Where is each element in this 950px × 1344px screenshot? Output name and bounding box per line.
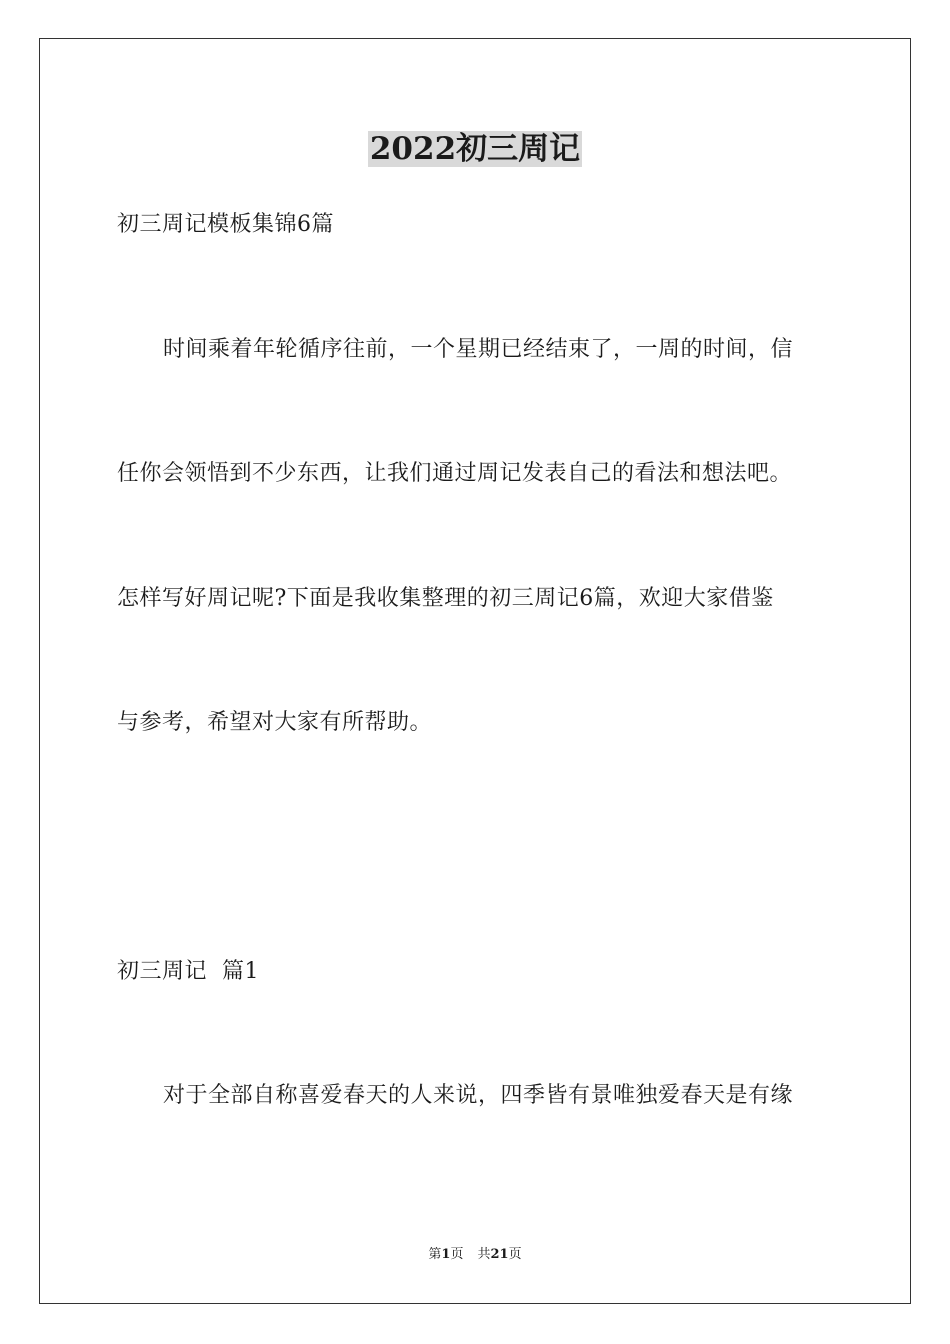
document-title-text: 2022初三周记 (369, 131, 581, 167)
intro-paragraph-line: 怎样写好周记呢?下面是我收集整理的初三周记6篇，欢迎大家借鉴 (117, 586, 774, 611)
footer-page-current: 1 (441, 1247, 451, 1262)
page-footer (0, 1246, 950, 1264)
document-subtitle: 初三周记模板集锦6篇 (117, 212, 334, 237)
footer-total-suffix: 页 (508, 1247, 522, 1262)
intro-paragraph-line: 与参考，希望对大家有所帮助。 (117, 710, 433, 735)
section-heading: 初三周记 篇1 (117, 959, 259, 984)
intro-paragraph-line: 时间乘着年轮循序往前，一个星期已经结束了，一周的时间，信 (163, 337, 794, 362)
footer-total-prefix: 共 (477, 1247, 491, 1262)
footer-page-prefix: 第 (428, 1247, 442, 1262)
section-paragraph-line: 对于全部自称喜爱春天的人来说，四季皆有景唯独爱春天是有缘 (163, 1083, 794, 1108)
intro-paragraph-line: 任你会领悟到不少东西，让我们通过周记发表自己的看法和想法吧。 (117, 461, 793, 486)
footer-page-total: 21 (490, 1247, 509, 1262)
footer-page-suffix: 页 (450, 1247, 464, 1262)
document-title (0, 127, 950, 171)
